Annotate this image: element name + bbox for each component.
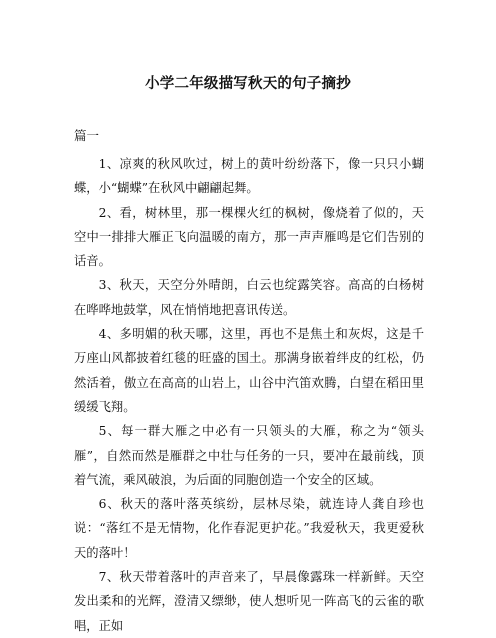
paragraph: 6、秋天的落叶落英缤纷，层林尽染，就连诗人龚自珍也说：“落红不是无情物，化作春泥更护花。”我爱秋天，我更爱秋天的落叶！ [74,497,424,560]
paragraph: 7、秋天带着落叶的声音来了，早晨像露珠一样新鲜。天空发出柔和的光辉，澄清又缥缈，使人想听见一阵高飞的云雀的歌唱，正如 [74,570,424,633]
document-body [74,152,424,638]
paragraph: 5、每一群大雁之中必有一只领头的大雁，称之为“领头雁”，自然而然是雁群之中壮与任务的一只，要冲在最前线，顶着气流，乘风破浪，为后面的同胞创造一个安全的区域。 [74,424,424,487]
paragraph: 4、多明媚的秋天哪，这里，再也不是焦土和灰烬，这是千万座山风都披着红毯的旺盛的国土。那满身嵌着绊皮的红松，仍然活着，傲立在高高的山岩上，山谷中汽笛欢腾，白望在稻田里缓缓飞翔。 [74,327,424,414]
paragraph: 3、秋天，天空分外晴朗，白云也绽露笑容。高高的白杨树在哗哗地鼓掌，风在悄悄地把喜讯传送。 [74,278,424,317]
section-label: 篇一 [74,128,100,143]
document-title: 小学二年级描写秋天的句子摘抄 [145,75,351,92]
paragraph: 1、凉爽的秋风吹过，树上的黄叶纷纷落下，像一只只小蝴蝶，小“蝴蝶”在秋风中翩翩起舞。 [74,157,424,196]
paragraph: 2、看，树林里，那一棵棵火红的枫树，像烧着了似的，天空中一排排大雁正飞向温暖的南方，那一声声雁鸣是它们告别的话音。 [74,205,424,269]
